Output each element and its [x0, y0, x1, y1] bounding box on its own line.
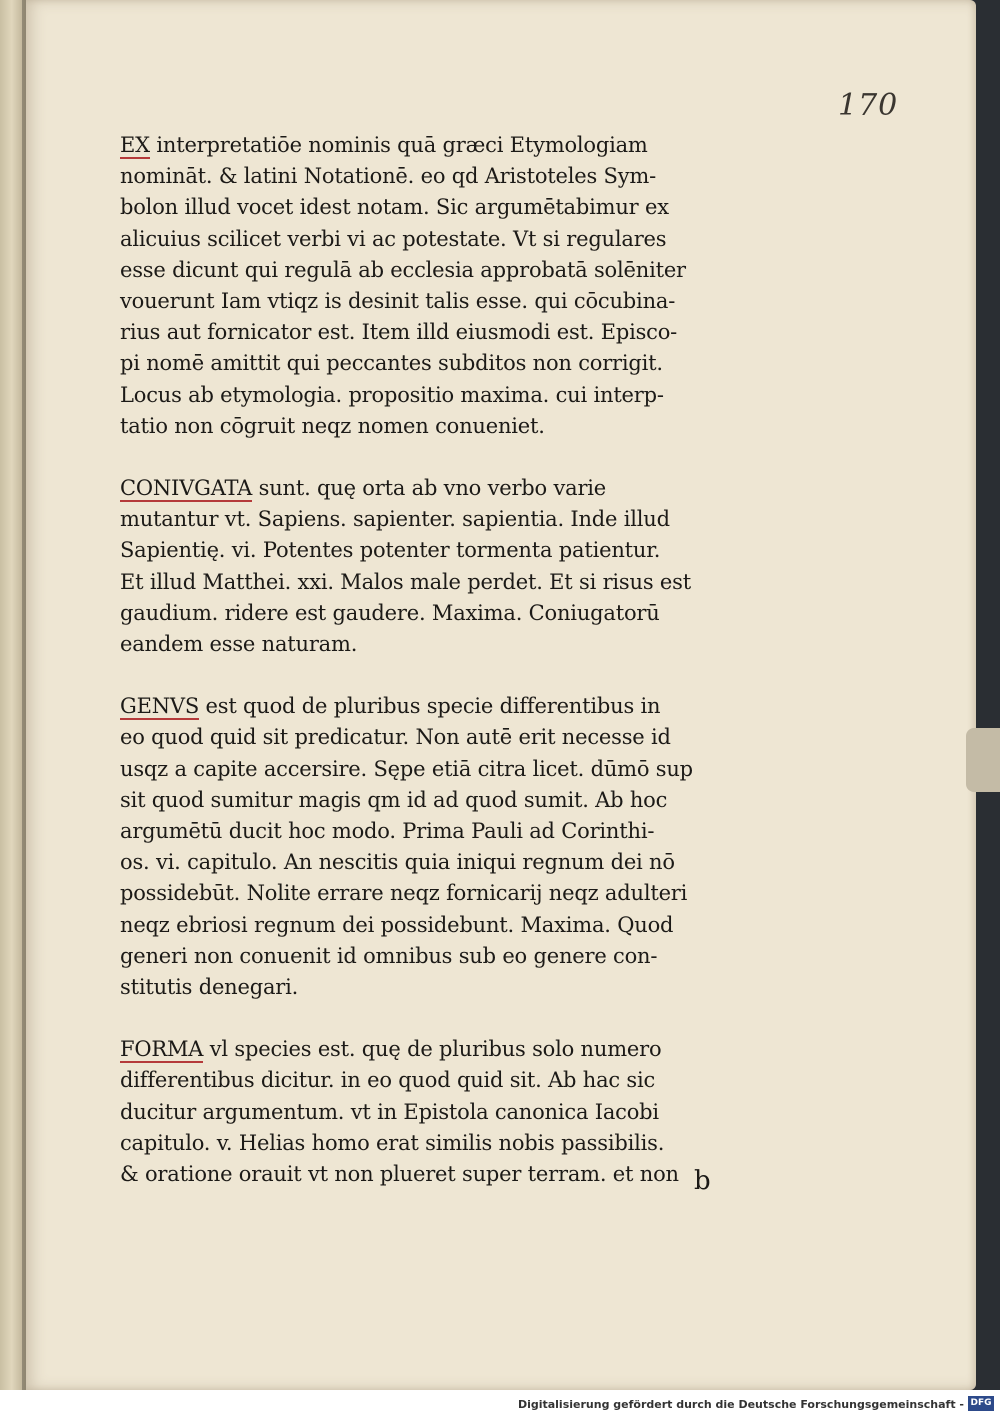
text-line: FORMA vl species est. quę de pluribus solo numero [120, 1037, 662, 1062]
text-line: possidebūt. Nolite errare neqz fornicarij neqz adulteri [120, 881, 688, 906]
text-line: os. vi. capitulo. An nescitis quia iniqui regnum dei nō [120, 850, 675, 875]
text-line: Et illud Matthei. xxi. Malos male perdet. Et si risus est [120, 569, 691, 594]
text-line: rius aut fornicator est. Item illd eiusmodi est. Episco- [120, 320, 678, 345]
text-line: gaudium. ridere est gaudere. Maxima. Coniugatorū [120, 600, 660, 625]
folio-number: 170 [838, 88, 899, 123]
text-line: Sapientię. vi. Potentes potenter tormenta patientur. [120, 538, 661, 563]
text-line: bolon illud vocet idest notam. Sic argumētabimur ex [120, 195, 669, 220]
text-line: stitutis denegari. [120, 975, 299, 1000]
rubric-heading: FORMA [120, 1037, 204, 1062]
text-line: & oratione orauit vt non plueret super terram. et non [120, 1162, 679, 1187]
text-line: differentibus dicitur. in eo quod quid sit. Ab hac sic [120, 1068, 656, 1093]
text-line: ducitur argumentum. vt in Epistola canonica Iacobi [120, 1099, 659, 1124]
text-line: mutantur vt. Sapiens. sapienter. sapientia. Inde illud [120, 507, 670, 532]
page-text [120, 130, 770, 1221]
rubric-heading: EX [120, 133, 150, 157]
text-line: CONIVGATA sunt. quę orta ab vno verbo varie [120, 476, 607, 501]
text-line: Locus ab etymologia. propositio maxima. cui interp- [120, 382, 664, 407]
text-line: generi non conuenit id omnibus sub eo genere con- [120, 943, 658, 968]
text-line: GENVS est quod de pluribus specie differentibus in [120, 694, 661, 719]
page-clasp [966, 728, 1000, 792]
text-line: capitulo. v. Helias homo erat similis nobis passibilis. [120, 1130, 665, 1155]
rubric-heading: CONIVGATA [120, 476, 253, 501]
paragraph-genus [120, 691, 770, 1003]
text-line: eandem esse naturam. [120, 632, 358, 657]
paragraph-coniugata [120, 473, 770, 660]
text-line: EX interpretatiōe nominis quā græci Etymologiam [120, 133, 648, 157]
text-line: esse dicunt qui regulā ab ecclesia approbatā solēniter [120, 257, 686, 282]
digitization-footer [0, 1390, 1000, 1421]
rubric-heading: GENVS [120, 694, 200, 719]
text-line: pi nomē amittit qui peccantes subditos non corrigit. [120, 351, 663, 376]
paragraph-etymology [120, 130, 770, 442]
text-line: tatio non cōgruit neqz nomen conueniet. [120, 413, 545, 438]
text-line: alicuius scilicet verbi vi ac potestate. Vt si regulares [120, 226, 667, 251]
paragraph-forma [120, 1034, 770, 1190]
text-line: argumētū ducit hoc modo. Prima Pauli ad Corinthi- [120, 819, 655, 844]
text-line: sit quod sumitur magis qm id ad quod sumit. Ab hoc [120, 787, 668, 812]
text-line: vouerunt Iam vtiqz is desinit talis esse. qui cōcubina- [120, 289, 676, 314]
dfg-logo-icon: DFG [968, 1396, 994, 1411]
text-line: neqz ebriosi regnum dei possidebunt. Maxima. Quod [120, 912, 674, 937]
signature-mark: b [694, 1166, 711, 1196]
text-line: nomināt. & latini Notationē. eo qd Aristoteles Sym- [120, 164, 656, 189]
text-line: usqz a capite accersire. Sępe etiā citra licet. dūmō sup [120, 756, 693, 781]
footer-credit: Digitalisierung gefördert durch die Deutsche Forschungsgemeinschaft - [517, 1398, 964, 1411]
text-line: eo quod quid sit predicatur. Non autē erit necesse id [120, 725, 671, 750]
